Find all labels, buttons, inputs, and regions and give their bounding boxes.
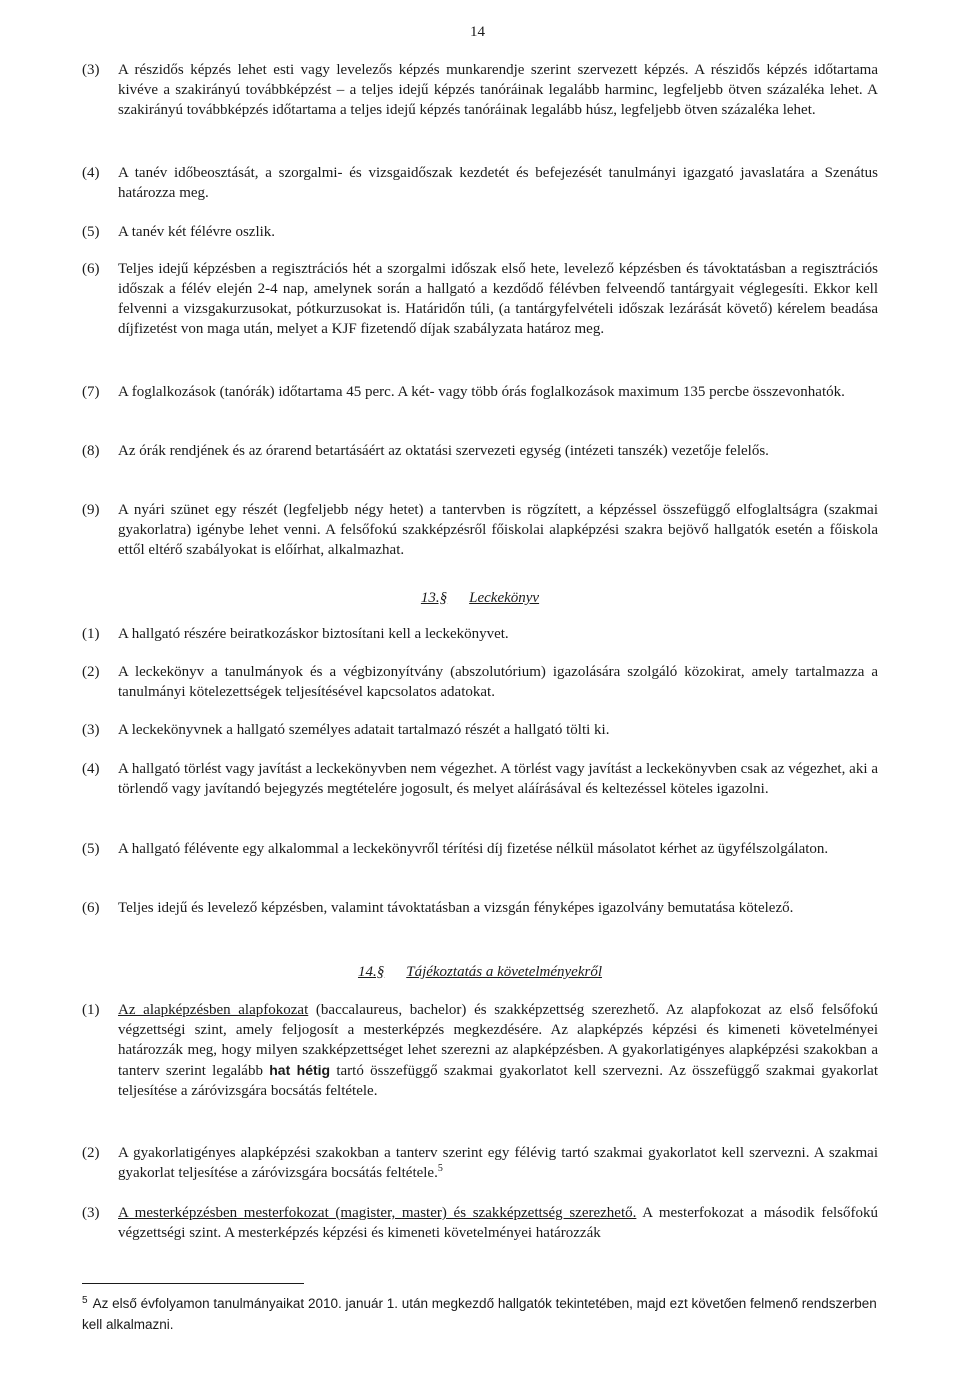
footnote-number: 5	[82, 1295, 88, 1306]
paragraph-text: A részidős képzés lehet esti vagy levelezős képzés munkarendje szerint szervezett képzés. A részidős képzés időtartama kivéve a szakirányú továbbképzést – a teljes idejű képzés tanóráinak legalább harminc, legfeljebb ötven százaléka lehet. A szakirányú továbbképzés időtartama a teljes idejű képzés tanóráinak legalább húsz, legfeljebb ötven százaléka lehet.	[118, 62, 878, 118]
paragraph-number: (4)	[82, 761, 100, 777]
section-title: Tájékoztatás a követelményekről	[406, 964, 603, 980]
paragraph-number: (7)	[82, 384, 100, 400]
paragraph-6	[82, 259, 878, 339]
paragraph-text: A tanév időbeosztását, a szorgalmi- és vizsgaidőszak kezdetét és befejezését tanulmányi igazgató javaslatára a Szenátus határozza meg.	[118, 165, 878, 201]
paragraph-number: (6)	[82, 261, 100, 277]
text-segment: (baccalaureus, bachelor) és szakképzettség szerezhető. Az alapfokozat az első felsőfokú végzettségi szint, amely feljogosít a mesterképzés megkezdésére. Az alapképzés képzési és kimeneti követelményei határozzák meg, hogy milyen szakképzettséget lehet szerezni az alapképzésben. A gyakorlatigényes alapképzési szakokban a tanterv szerint legalább	[118, 1002, 878, 1079]
paragraph-number: (2)	[82, 664, 100, 680]
tajekoztatas-paragraph-2	[82, 1143, 878, 1183]
paragraph-text: A leckekönyvnek a hallgató személyes adatait tartalmazó részét a hallgató tölti ki.	[118, 722, 610, 738]
leckekonyv-paragraph-1	[82, 624, 878, 644]
paragraph-text	[118, 1203, 878, 1243]
section-heading-tajekoztatas	[82, 962, 878, 982]
text-segment: tartó összefüggő szakmai gyakorlatot kell szervezni. Az összefüggő szakmai gyakorlat teljesítése a záróvizsgára bocsátás feltétele.	[118, 1063, 878, 1099]
text-segment: A gyakorlatigényes alapképzési szakokban a tanterv szerint egy félévig tartó szakmai gyakorlatot kell szervezni. A szakmai gyakorlat teljesítése a záróvizsgára bocsátás feltétele.	[118, 1145, 878, 1181]
paragraph-number: (5)	[82, 841, 100, 857]
paragraph-number: (3)	[82, 62, 100, 78]
bold-text: hat hétig	[269, 1062, 331, 1078]
footnote-divider	[82, 1283, 304, 1284]
tajekoztatas-paragraph-1	[82, 1000, 878, 1101]
paragraph-8	[82, 441, 878, 461]
leckekonyv-paragraph-2	[82, 662, 878, 702]
paragraph-number: (6)	[82, 900, 100, 916]
paragraph-text: A leckekönyv a tanulmányok és a végbizonyítvány (abszolutórium) igazolására szolgáló közokirat, amely tartalmazza a tanulmányi kötelezettségek teljesítésével kapcsolatos adatokat.	[118, 664, 878, 700]
paragraph-text: A nyári szünet egy részét (legfeljebb négy hetet) a tantervben is rögzített, a képzéssel összefüggő elfoglaltságra (szakmai gyakorlatra) igénybe lehet venni. A felsőfokú szakképzésről főiskolai alapképzési szakra bejövő hallgatók esetén a főiskola ettől eltérő szabályokat is előírhat, alkalmazhat.	[118, 502, 878, 558]
paragraph-text	[118, 1143, 878, 1183]
paragraph-number: (1)	[82, 626, 100, 642]
leckekonyv-paragraph-4	[82, 759, 878, 799]
paragraph-text: A hallgató törlést vagy javítást a leckekönyvben nem végezhet. A törlést vagy javítást a leckekönyvben csak az végezhet, aki a törlendő vagy javítandó bejegyzés megtételére jogosult, és melyet aláírásával és keltezéssel köteles igazolni.	[118, 761, 878, 797]
paragraph-9	[82, 500, 878, 560]
leckekonyv-paragraph-3	[82, 720, 878, 740]
leckekonyv-paragraph-6	[82, 898, 878, 918]
paragraph-text: A tanév két félévre oszlik.	[118, 224, 276, 240]
paragraph-7	[82, 382, 878, 402]
paragraph-text: A hallgató részére beiratkozáskor biztosítani kell a leckekönyvet.	[118, 626, 509, 642]
section-number: 13.§	[420, 590, 448, 606]
paragraph-number: (2)	[82, 1145, 100, 1161]
text-segment: A mesterfokozat a második felsőfokú végzettségi szint. A mesterképzés képzési és kimeneti követelményei határozzák	[118, 1205, 879, 1241]
paragraph-number: (3)	[82, 1205, 100, 1221]
leckekonyv-paragraph-5	[82, 839, 878, 859]
paragraph-number: (5)	[82, 224, 100, 240]
paragraph-3	[82, 60, 878, 120]
paragraph-number: (3)	[82, 722, 100, 738]
paragraph-text	[118, 1000, 878, 1101]
section-heading-leckekonyv	[82, 588, 878, 608]
underlined-text: A mesterképzésben mesterfokozat (magister, master) és szakképzettség szerezhető.	[118, 1205, 637, 1221]
paragraph-text: A foglalkozások (tanórák) időtartama 45 perc. A két- vagy több órás foglalkozások maximum 135 percbe összevonhatók.	[118, 384, 845, 400]
footnote-text: Az első évfolyamon tanulmányaikat 2010. január 1. után megkezdő hallgatók tekintetében, majd ezt követően felmenő rendszerben kell alkalmazni.	[82, 1296, 877, 1332]
paragraph-5	[82, 222, 878, 242]
paragraph-4	[82, 163, 878, 203]
paragraph-number: (9)	[82, 502, 100, 518]
paragraph-text: Teljes idejű és levelező képzésben, valamint távoktatásban a vizsgán fényképes igazolvány bemutatása kötelező.	[118, 900, 794, 916]
underlined-text: Az alapképzésben alapfokozat	[118, 1002, 309, 1018]
paragraph-text: Teljes idejű képzésben a regisztrációs hét a szorgalmi időszak első hete, levelező képzésben és távoktatásban a regisztrációs időszak a félév elején 2-4 nap, amelynek során a hallgató a kezdődő félévben felveendő tantárgyait véglegesíti. Ekkor kell felvenni a vizsgakurzusokat, pótkurzusokat is. Határidőn túli, (a tantárgyfelvételi időszak lezárását követő) kérelem beadása díjfizetést von maga után, melyet a KJF fizetendő díjak szabályzata határoz meg.	[118, 261, 878, 337]
paragraph-text: A hallgató félévente egy alkalommal a leckekönyvről térítési díj fizetése nélkül másolatot kérhet az ügyfélszolgálaton.	[118, 841, 829, 857]
section-number: 14.§	[357, 964, 385, 980]
paragraph-number: (8)	[82, 443, 100, 459]
paragraph-number: (4)	[82, 165, 100, 181]
footnote	[82, 1293, 878, 1335]
tajekoztatas-paragraph-3	[82, 1203, 878, 1243]
page-number: 14	[470, 24, 485, 40]
paragraph-number: (1)	[82, 1002, 100, 1018]
paragraph-text: Az órák rendjének és az órarend betartásáért az oktatási szervezeti egység (intézeti tanszék) vezetője felelős.	[118, 443, 769, 459]
section-title: Leckekönyv	[469, 590, 540, 606]
footnote-reference[interactable]: 5	[437, 1163, 443, 1174]
